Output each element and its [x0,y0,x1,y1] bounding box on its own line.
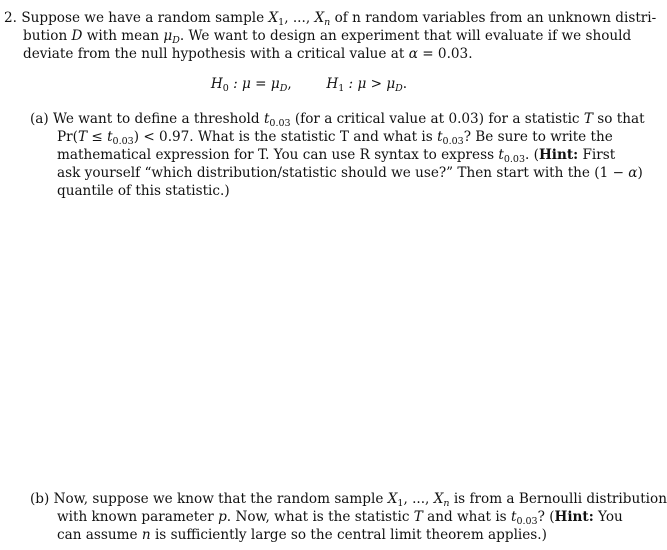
part-b-line-3 [57,526,547,544]
part-b-text: with known parameter [57,509,219,525]
intro-text: deviate from the null hypothesis with a critical value at [23,46,409,62]
intro-text: = 0.03. [417,46,473,62]
intro-text: . We want to design an experiment that will evaluate if we should [179,28,632,44]
part-a-text: ) [637,165,643,181]
part-b-text: , ..., [403,491,434,507]
part-b-text: ? ( [537,509,555,525]
subscript: 0.03 [503,154,525,165]
var-x: X [433,491,444,507]
part-a-text: (for a critical value at 0.03) for a statistic [290,111,584,127]
part-b-text: . Now, what is the statistic [226,509,414,525]
subscript: n [443,498,450,509]
intro-text: bution [23,28,72,44]
subscript: n [324,17,331,28]
var-alpha: α [408,46,418,62]
part-a-label: (a) [30,111,49,127]
part-b-text: You [593,509,623,525]
part-b-text: and what is [422,509,511,525]
subscript: 1 [397,498,404,509]
part-a-text: so that [592,111,645,127]
part-a-text: . ( [525,147,539,163]
h0-expression: : μ = μ [228,76,280,92]
subscript: 0.03 [516,516,538,527]
var-x: X [387,491,398,507]
part-a-line-3 [57,146,615,166]
var-x: X [268,10,279,26]
subscript: 0 [222,83,229,94]
part-a-text: ) < 0.97. What is the statistic T and what is [133,129,438,145]
intro-text: with mean [82,28,164,44]
subscript: 0.03 [269,118,291,129]
var-t: t [107,129,113,145]
question-number: 2. [4,10,17,26]
var-T: T [583,111,593,127]
subscript: 1 [338,83,345,94]
part-a-text: mathematical expression for T. You can use R syntax to express [57,147,499,163]
var-mu: μ [163,28,173,44]
intro-text: , ..., [284,10,315,26]
part-b-line-2 [57,508,623,528]
hypotheses [0,75,618,95]
part-a-text: Pr( [57,129,78,145]
separator: , [287,76,292,92]
part-a-line-2 [57,128,613,148]
intro-text: of n random variables from an unknown distri- [330,10,657,26]
var-t: t [498,147,504,163]
h1-expression: : μ > μ [344,76,396,92]
question-intro-line-2 [23,27,631,47]
var-t: t [437,129,443,145]
var-T: T [77,129,88,145]
part-a-line-4 [57,164,643,182]
hint-label: Hint: [554,509,594,525]
var-t: t [263,111,270,127]
var-p: p [218,509,227,525]
part-b-line-1 [30,490,667,510]
var-n: n [141,527,151,543]
part-b-text: Now, suppose we know that the random sample [53,491,388,507]
intro-text: Suppose we have a random sample [21,10,269,26]
question-intro-line-1 [4,9,656,29]
hint-label: Hint: [538,147,579,163]
h1-symbol: H [326,76,339,92]
part-a-text: ? Be sure to write the [463,129,613,145]
question-intro-line-3 [23,45,473,63]
part-a-text: ≤ [87,129,108,145]
part-b-label: (b) [30,491,50,507]
part-b-text: can assume [57,527,142,543]
subscript: 1 [278,17,285,28]
var-T: T [413,509,423,525]
var-x: X [314,10,325,26]
period: . [402,76,408,92]
part-a-text: ask yourself “which distribution/statistic should we use?” Then start with the (1 − [57,165,629,181]
var-t: t [510,509,517,525]
subscript: 0.03 [442,136,464,147]
h0-symbol: H [210,76,223,92]
subscript: D [172,35,180,46]
subscript: 0.03 [112,136,134,147]
part-a-line-1 [30,110,645,130]
part-a-line-5 [57,182,230,200]
part-a-text: quantile of this statistic.) [57,183,230,199]
subscript: D [395,83,403,94]
subscript: D [279,83,288,94]
var-alpha: α [628,165,638,181]
part-b-text: is from a Bernoulli distribution [449,491,667,507]
var-d: D [71,28,83,44]
part-a-text: First [578,147,616,163]
part-a-text: We want to define a threshold [53,111,264,127]
part-b-text: is sufficiently large so the central limit theorem applies.) [150,527,547,543]
